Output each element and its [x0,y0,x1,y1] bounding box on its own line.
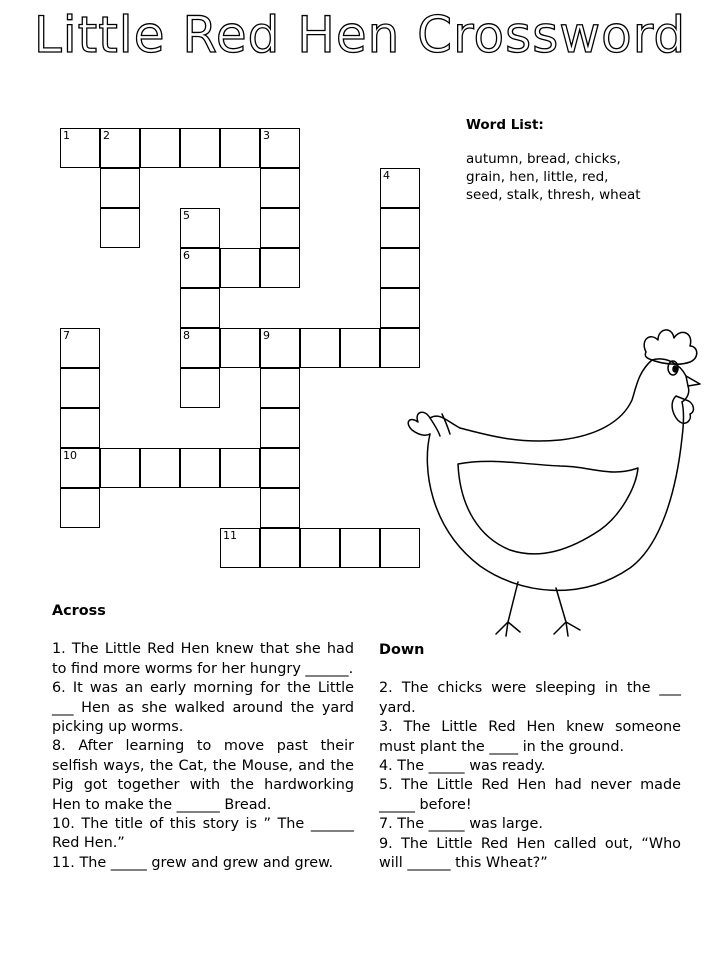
grid-cell[interactable] [220,528,260,568]
clue-text: 3. The Little Red Hen knew someone must plant the ____ in the ground. [379,719,681,755]
grid-cell[interactable] [260,488,300,528]
clue-text: 9. The Little Red Hen called out, “Who will ______ this Wheat?” [379,835,681,872]
grid-cell[interactable] [220,448,260,488]
grid-cell[interactable] [380,208,420,248]
word-list [466,116,706,204]
grid-cell[interactable] [260,328,300,368]
grid-cell[interactable] [260,248,300,288]
clue-text: 5. The Little Red Hen had never made _____ before! [379,777,681,813]
word-list-line: grain, hen, little, red, [466,169,609,185]
clue-number: 4 [383,169,390,182]
grid-cell[interactable] [260,208,300,248]
hen-leg-left [496,582,520,636]
clue-text: 1. The Little Red Hen knew that she had to find more worms for her hungry ______. [52,641,354,677]
clue-number: 1 [63,129,70,142]
grid-cell[interactable] [260,128,300,168]
down-heading: Down [379,642,425,658]
clue-number: 5 [183,209,190,222]
grid-cell[interactable] [220,328,260,368]
grid-cell[interactable] [60,488,100,528]
clue-text: 7. The _____ was large. [379,816,543,833]
grid-cell[interactable] [60,128,100,168]
hen-comb [644,330,697,364]
grid-cell[interactable] [180,248,220,288]
grid-cell[interactable] [60,408,100,448]
clue-number: 6 [183,249,190,262]
clue-number: 3 [263,129,270,142]
grid-cell[interactable] [100,168,140,208]
grid-cell[interactable] [180,328,220,368]
grid-cell[interactable] [180,128,220,168]
word-list-line: autumn, bread, chicks, [466,151,621,167]
grid-cell[interactable] [300,328,340,368]
clue-number: 2 [103,129,110,142]
clue-number: 7 [63,329,70,342]
grid-cell[interactable] [260,368,300,408]
clue-text: 11. The _____ grew and grew and grew. [52,854,334,871]
grid-cell[interactable] [300,528,340,568]
grid-cell[interactable] [60,448,100,488]
word-list-line: seed, stalk, thresh, wheat [466,187,641,203]
grid-cell[interactable] [140,448,180,488]
word-list-heading: Word List: [466,117,544,133]
grid-cell[interactable] [60,368,100,408]
grid-cell[interactable] [260,448,300,488]
grid-cell[interactable] [100,128,140,168]
across-clues [52,602,354,873]
grid-cell[interactable] [340,328,380,368]
page-title: Little Red Hen Crossword [33,6,687,64]
hen-illustration [400,318,710,638]
grid-cell[interactable] [180,448,220,488]
grid-cell[interactable] [380,248,420,288]
grid-cell[interactable] [260,528,300,568]
grid-cell[interactable] [100,208,140,248]
grid-cell[interactable] [180,208,220,248]
clue-number: 10 [63,449,77,462]
clue-text: 4. The _____ was ready. [379,758,546,775]
hen-leg-right [554,588,580,636]
grid-cell[interactable] [100,448,140,488]
grid-cell[interactable] [220,128,260,168]
grid-cell[interactable] [220,248,260,288]
grid-cell[interactable] [180,368,220,408]
grid-cell[interactable] [260,168,300,208]
hen-head [460,360,652,441]
hen-wing [458,461,638,554]
clue-number: 9 [263,329,270,342]
grid-cell[interactable] [260,408,300,448]
across-heading: Across [52,603,106,619]
clue-number: 8 [183,329,190,342]
grid-cell[interactable] [180,288,220,328]
down-clues [379,641,681,873]
clue-text: 10. The title of this story is ” The ______ Red Hen.” [52,816,354,852]
clue-text: 6. It was an early morning for the Little ___ Hen as she walked around the yard picking up worms. [52,680,354,736]
grid-cell[interactable] [340,528,380,568]
grid-cell[interactable] [60,328,100,368]
clue-text: 2. The chicks were sleeping in the ___ yard. [379,680,681,716]
clue-number: 11 [223,529,237,542]
clue-text: 8. After learning to move past their selfish ways, the Cat, the Mouse, and the Pig got together with the hardworking Hen to make the ______ Bread. [52,738,354,813]
grid-cell[interactable] [140,128,180,168]
grid-cell[interactable] [380,168,420,208]
